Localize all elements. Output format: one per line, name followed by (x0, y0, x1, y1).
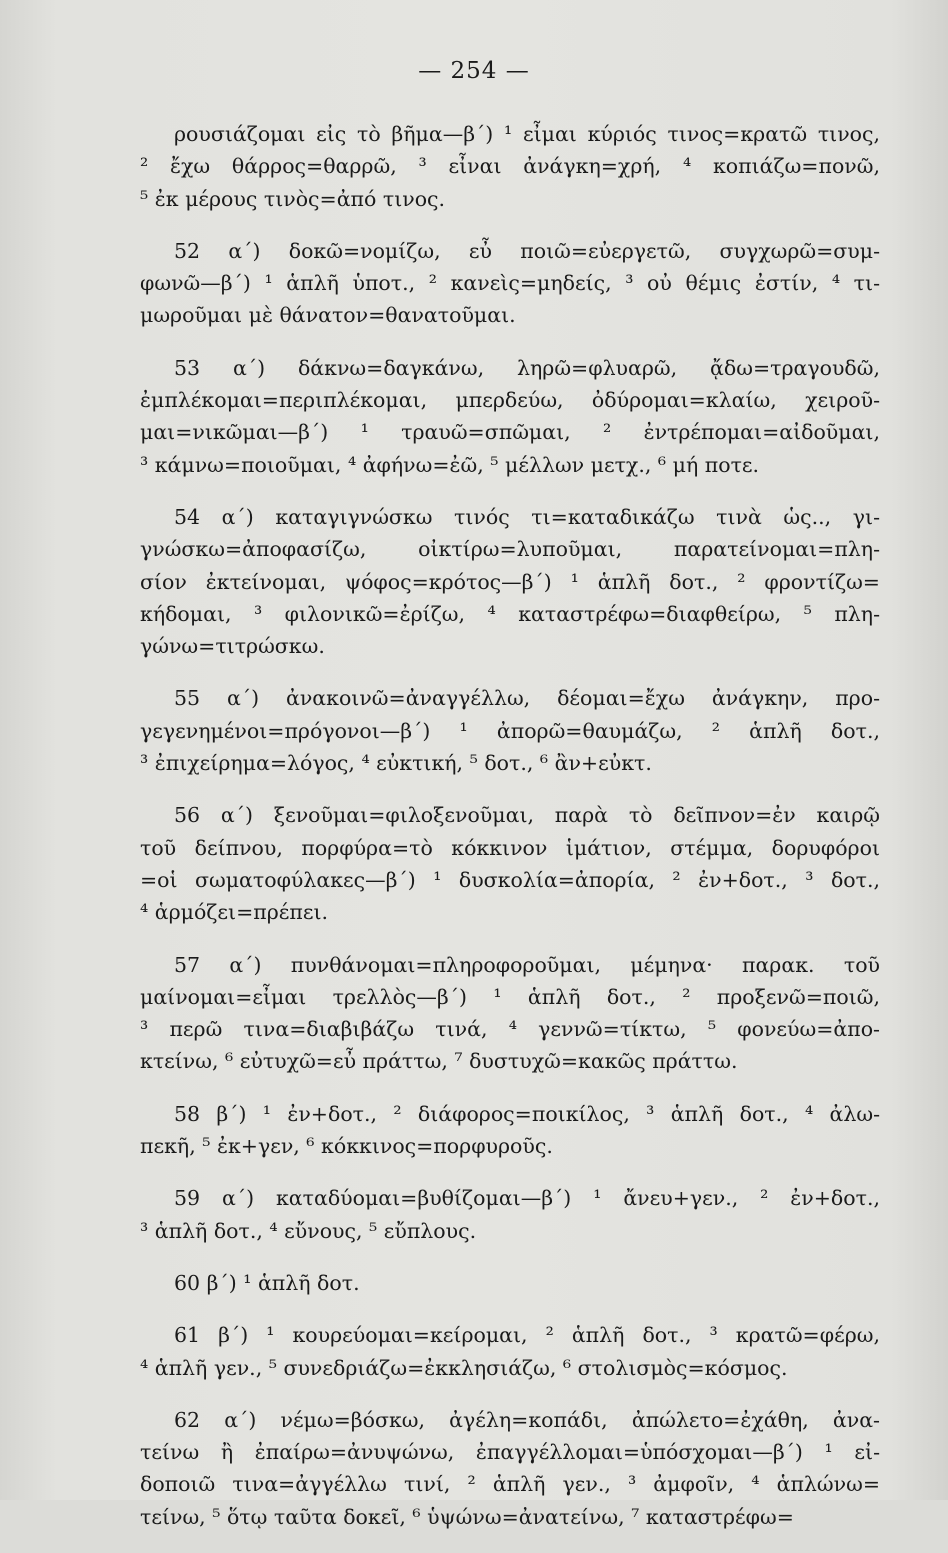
page-number: — 254 — (418, 58, 530, 84)
text-line: γεγενημένοι=πρόγονοι—β΄) ¹ ἀπορῶ=θαυμάζω, ² ἁπλῆ δοτ., (140, 718, 880, 743)
text-line: ³ ἐπιχείρημα=λόγος, ⁴ εὐκτική, ⁵ δοτ., ⁶ ἂν+εὐκτ. (140, 751, 652, 776)
glossary-entry (140, 501, 880, 662)
text-line: φωνῶ—β΄) ¹ ἁπλῆ ὑποτ., ² κανεὶς=μηδείς, ³ οὐ θέμις ἐστίν, ⁴ τι- (140, 271, 880, 296)
glossary-entry (140, 682, 880, 779)
text-line: 55 α΄) ἀνακοινῶ=ἀναγγέλλω, δέομαι=ἔχω ἀνάγκην, προ- (174, 686, 880, 711)
text-line: ² ἔχω θάρρος=θαρρῶ, ³ εἶναι ἀνάγκη=χρή, ⁴ κοπιάζω=πονῶ, (140, 154, 880, 179)
text-line: =οἱ σωματοφύλακες—β΄) ¹ δυσκολία=ἀπορία, ² ἐν+δοτ., ³ δοτ., (140, 867, 880, 892)
text-line: ⁴ ἁρμόζει=πρέπει. (140, 900, 329, 925)
text-line: 57 α΄) πυνθάνομαι=πληροφοροῦμαι, μέμηνα· παρακ. τοῦ (174, 952, 880, 977)
text-line: σίον ἐκτείνομαι, ψόφος=κρότος—β΄) ¹ ἁπλῆ δοτ., ² φροντίζω= (140, 569, 880, 594)
text-line: 60 β΄) ¹ ἁπλῆ δοτ. (174, 1270, 360, 1295)
text-line: ⁴ ἁπλῆ γεν., ⁵ συνεδριάζω=ἐκκλησιάζω, ⁶ στολισμὸς=κόσμος. (140, 1355, 788, 1380)
text-line: γνώσκω=ἀποφασίζω, οἰκτίρω=λυποῦμαι, παρατείνομαι=πλη- (140, 537, 880, 562)
glossary-entry (140, 949, 880, 1078)
glossary-entry (140, 1404, 880, 1533)
text-line: ³ κάμνω=ποιοῦμαι, ⁴ ἀφήνω=ἐῶ, ⁵ μέλλων μετχ., ⁶ μή ποτε. (140, 452, 760, 477)
glossary-entry (140, 352, 880, 481)
text-line: 52 α΄) δοκῶ=νομίζω, εὖ ποιῶ=εὐεργετῶ, συγχωρῶ=συμ- (174, 238, 880, 263)
text-line: 62 α΄) νέμω=βόσκω, ἀγέλη=κοπάδι, ἀπώλετο=ἐχάθη, ἀνα- (174, 1407, 880, 1432)
text-line: μωροῦμαι μὲ θάνατον=θανατοῦμαι. (140, 303, 516, 328)
glossary-entry (140, 1098, 880, 1163)
glossary-entry (140, 1182, 880, 1247)
text-line: ⁵ ἐκ μέρους τινὸς=ἀπό τινος. (140, 186, 446, 211)
page-body (140, 118, 880, 1553)
glossary-entry (140, 118, 880, 215)
text-line: ³ ἁπλῆ δοτ., ⁴ εὔνους, ⁵ εὔπλους. (140, 1218, 477, 1243)
text-line: 59 α΄) καταδύομαι=βυθίζομαι—β΄) ¹ ἄνευ+γεν., ² ἐν+δοτ., (174, 1186, 880, 1211)
text-line: δοποιῶ τινα=ἀγγέλλω τινί, ² ἁπλῆ γεν., ³ ἀμφοῖν, ⁴ ἁπλώνω= (140, 1472, 880, 1497)
text-line: ἐμπλέκομαι=περιπλέκομαι, μπερδεύω, ὀδύρομαι=κλαίω, χειροῦ- (140, 388, 880, 413)
text-line: 58 β΄) ¹ ἐν+δοτ., ² διάφορος=ποικίλος, ³ ἁπλῆ δοτ., ⁴ ἀλω- (174, 1101, 880, 1126)
glossary-entry (140, 235, 880, 332)
text-line: 56 α΄) ξενοῦμαι=φιλοξενοῦμαι, παρὰ τὸ δεῖπνον=ἐν καιρῷ (174, 803, 880, 828)
text-line: 53 α΄) δάκνω=δαγκάνω, ληρῶ=φλυαρῶ, ᾄδω=τραγουδῶ, (174, 355, 880, 380)
text-line: κήδομαι, ³ φιλονικῶ=ἐρίζω, ⁴ καταστρέφω=διαφθείρω, ⁵ πλη- (140, 601, 880, 626)
text-line: τείνω, ⁵ ὅτῳ ταῦτα δοκεῖ, ⁶ ὑψώνω=ἀνατείνω, ⁷ καταστρέφω= (140, 1504, 794, 1529)
text-line: 61 β΄) ¹ κουρεύομαι=κείρομαι, ² ἁπλῆ δοτ., ³ κρατῶ=φέρω, (174, 1323, 880, 1348)
text-line: μαίνομαι=εἶμαι τρελλὸς—β΄) ¹ ἁπλῆ δοτ., ² προξενῶ=ποιῶ, (140, 984, 880, 1009)
text-line: κτείνω, ⁶ εὐτυχῶ=εὖ πράττω, ⁷ δυστυχῶ=κακῶς πράττω. (140, 1049, 738, 1074)
text-line: τοῦ δείπνου, πορφύρα=τὸ κόκκινον ἱμάτιον, στέμμα, δορυφόροι (140, 835, 880, 860)
text-line: μαι=νικῶμαι—β΄) ¹ τραυῶ=σπῶμαι, ² ἐντρέπομαι=αἰδοῦμαι, (140, 420, 880, 445)
text-line: ρουσιάζομαι εἰς τὸ βῆμα—β΄) ¹ εἶμαι κύριός τινος=κρατῶ τινος, (174, 122, 880, 146)
text-line: τείνω ἢ ἐπαίρω=ἀνυψώνω, ἐπαγγέλλομαι=ὑπόσχομαι—β΄) ¹ εἰ- (140, 1440, 880, 1465)
glossary-entry (140, 1319, 880, 1384)
glossary-entry (140, 1267, 880, 1299)
text-line: πεκῆ, ⁵ ἐκ+γεν, ⁶ κόκκινος=πορφυροῦς. (140, 1134, 553, 1159)
text-line: 54 α΄) καταγιγνώσκω τινός τι=καταδικάζω τινὰ ὡς.., γι- (174, 504, 880, 529)
glossary-entry (140, 799, 880, 928)
text-line: γώνω=τιτρώσκω. (140, 634, 325, 659)
text-line: ³ περῶ τινα=διαβιβάζω τινά, ⁴ γεννῶ=τίκτω, ⁵ φονεύω=ἀπο- (140, 1017, 880, 1042)
